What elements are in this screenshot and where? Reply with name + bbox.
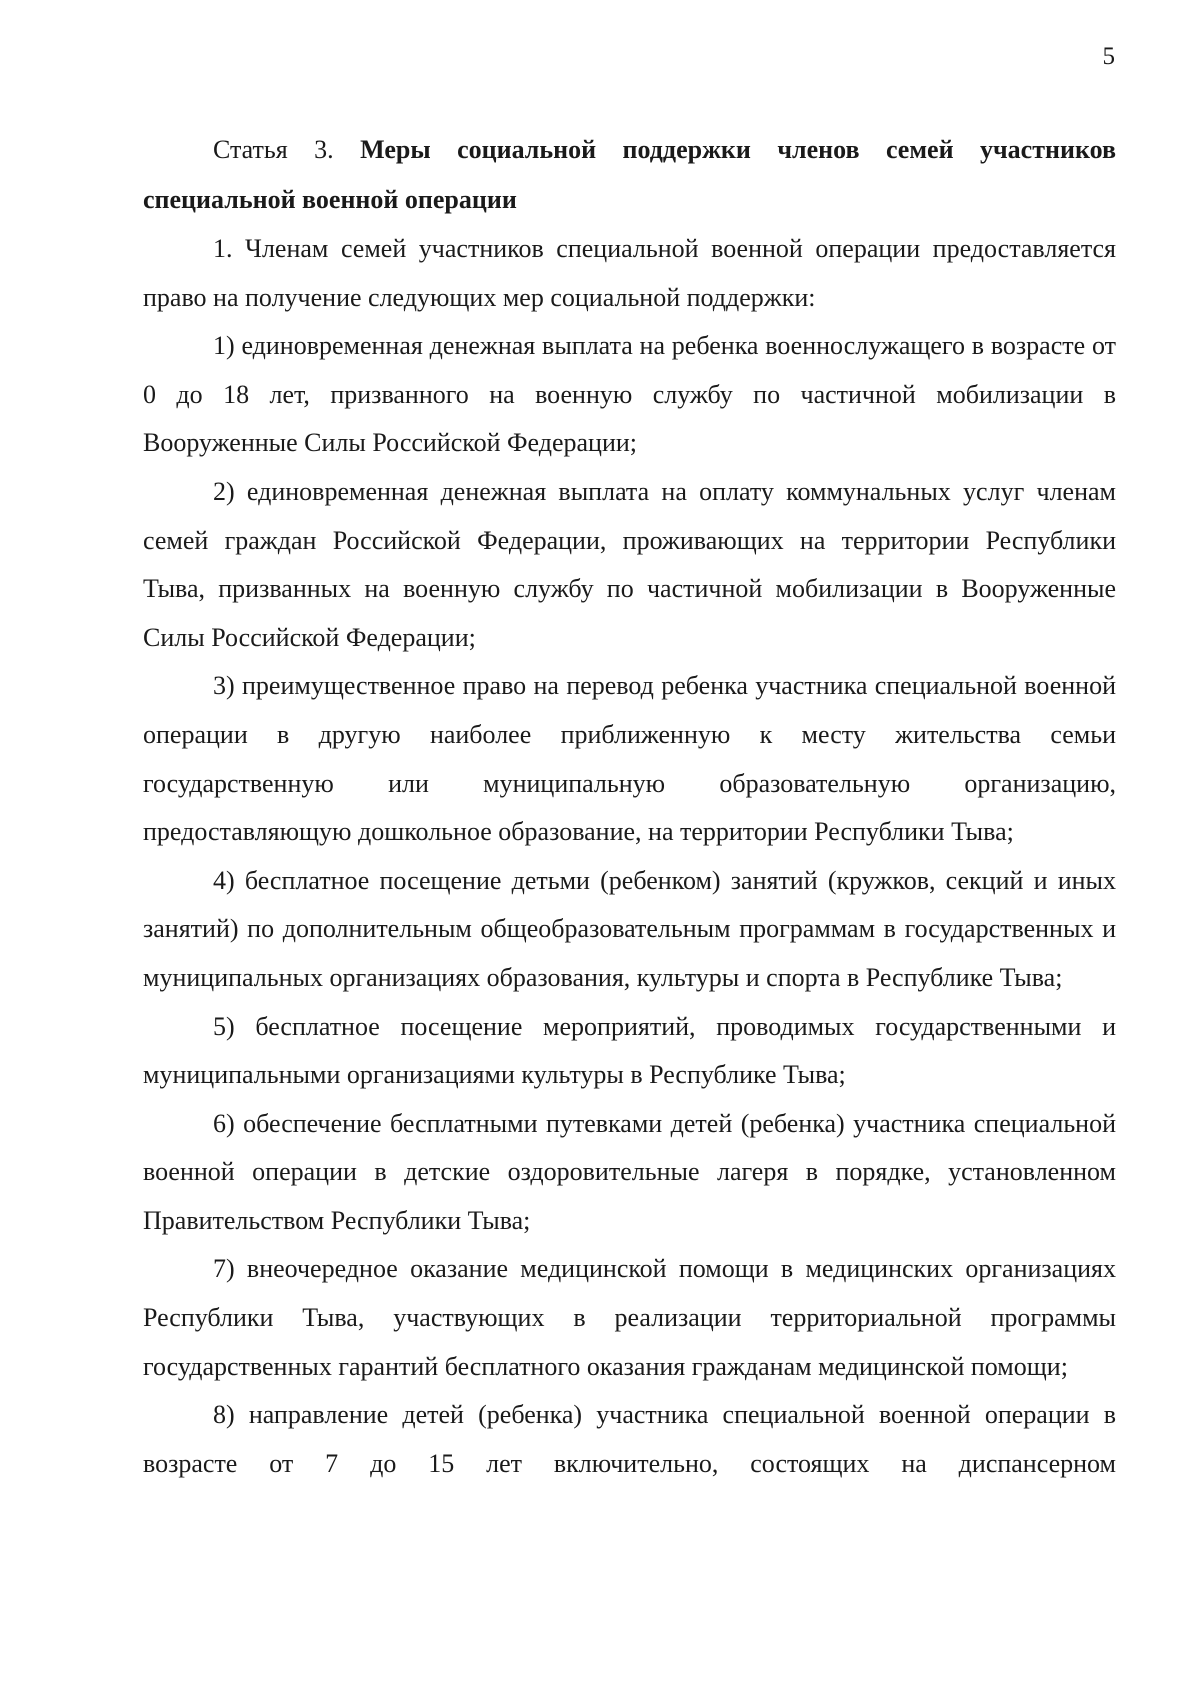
list-item-1: 1) единовременная денежная выплата на ребенка военнослужащего в возрасте от 0 до 18 лет, призванного на военную службу по частичной мобилизации в Вооруженные Силы Российской Федерации; <box>143 331 1116 458</box>
list-item-7: 7) внеочередное оказание медицинской помощи в медицинских организациях Республики Тыва, участвующих в реализации территориальной программы государственных гарантий бесплатного оказания гражданам медицинской помощи; <box>143 1254 1116 1381</box>
list-item-5: 5) бесплатное посещение мероприятий, проводимых государственными и муниципальными организациями культуры в Республике Тыва; <box>143 1011 1116 1090</box>
list-item-6: 6) обеспечение бесплатными путевками детей (ребенка) участника специальной военной операции в детские оздоровительные лагеря в порядке, установленном Правительством Республики Тыва; <box>143 1108 1116 1235</box>
article-prefix: Статья 3. <box>213 135 334 164</box>
list-item-8: 8) направление детей (ребенка) участника специальной военной операции в возрасте от 7 до 15 лет включительно, состоящих на диспансерном <box>143 1400 1116 1478</box>
list-item-4: 4) бесплатное посещение детьми (ребенком) занятий (кружков, секций и иных занятий) по дополнительным общеобразовательным программам в государственных и муниципальных организациях образования, культуры и спорта в Республике Тыва; <box>143 865 1116 992</box>
list-item-2: 2) единовременная денежная выплата на оплату коммунальных услуг членам семей граждан Российской Федерации, проживающих на территории Республики Тыва, призванных на военную службу по частичной мобилизации в Вооруженные Силы Российской Федерации; <box>143 476 1116 652</box>
document-body <box>143 125 1116 1488</box>
intro-paragraph: 1. Членам семей участников специальной военной операции предоставляется право на получение следующих мер социальной поддержки: <box>143 234 1116 312</box>
article-heading <box>143 125 1116 225</box>
page-number: 5 <box>1102 43 1115 70</box>
list-item-3: 3) преимущественное право на перевод ребенка участника специальной военной операции в другую наиболее приближенную к месту жительства семьи государственную или муниципальную образовательную организацию, предоставляющую дошкольное образование, на территории Республики Тыва; <box>143 671 1116 847</box>
article-title: Меры социальной поддержки членов семей участников специальной военной операции <box>143 135 1116 214</box>
